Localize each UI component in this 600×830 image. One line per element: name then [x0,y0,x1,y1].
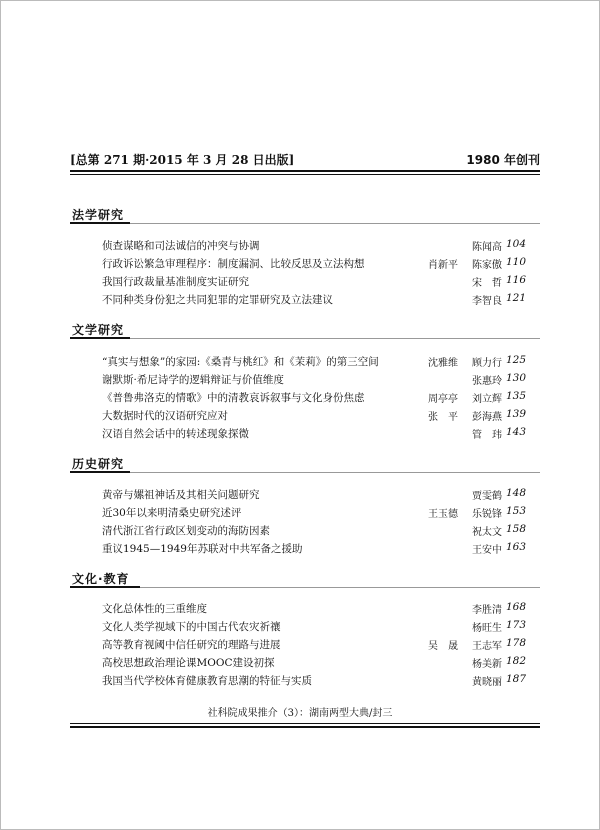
entry-author: 乐锐锋 [472,509,502,520]
entry-author: 沈雅维 [428,358,458,369]
entry-author: 管 玮 [472,430,502,441]
entry-page: 135 [505,390,526,402]
entry-page: 178 [505,637,526,649]
toc-entry[interactable] [102,619,526,635]
entry-page: 143 [505,426,526,438]
footer-note: 社科院成果推介（3）：湖南两型大典/封三 [207,708,393,719]
entry-page: 125 [505,354,526,366]
entry-title: 谢默斯·希尼诗学的逻辑辩证与价值维度 [102,374,284,386]
section-marker [70,337,130,339]
toc-entry[interactable] [102,673,526,689]
entry-page: 187 [505,673,526,685]
entry-page: 182 [505,655,526,667]
entry-author: 彭海燕 [472,412,502,423]
toc-entry[interactable] [102,390,526,406]
entry-author: 陈闻高 [472,242,502,253]
entry-title: 我国当代学校体育健康教育思潮的特征与实质 [102,675,312,687]
entry-author: 王玉德 [428,509,458,520]
section-divider [70,223,540,224]
entry-author: 王志军 [472,641,502,652]
section-marker [70,471,130,473]
entry-title: 大数据时代的汉语研究应对 [102,410,228,422]
entry-page: 121 [505,292,526,304]
entry-title: 近30年以来明清桑史研究述评 [102,507,242,519]
founded-year: 1980 年创刊 [466,153,540,167]
toc-entry[interactable] [102,487,526,503]
entry-author: 祝太文 [472,527,502,538]
entry-page: 139 [505,408,526,420]
entry-title: 文化人类学视域下的中国古代农灾祈禳 [102,621,281,633]
toc-entry[interactable] [102,426,526,442]
entry-title: 行政诉讼繁急审理程序：制度漏洞、比较反思及立法构想 [102,258,365,270]
section-divider [70,338,540,339]
entry-title: 高等教育视阈中信任研究的理路与进展 [102,639,281,651]
header-rule-thin [70,174,540,175]
entry-title: 侦查谋略和司法诚信的冲突与协调 [102,240,260,252]
section-title-law: 法学研究 [72,208,125,222]
toc-entry[interactable] [102,523,526,539]
toc-entry[interactable] [102,238,526,254]
section-title-history: 历史研究 [72,457,125,471]
entry-title: 清代浙江省行政区划变动的海防因素 [102,525,270,537]
entry-page: 116 [505,274,526,286]
toc-entry[interactable] [102,601,526,617]
entry-page: 158 [505,523,526,535]
entry-author: 李胜清 [472,605,502,616]
toc-entry[interactable] [102,292,526,308]
entry-author: 顾力行 [472,358,502,369]
entry-author: 周亭亭 [428,394,458,405]
footer-rule-thin [70,723,540,724]
toc-entry[interactable] [102,541,526,557]
section-divider [70,587,540,588]
entry-page: 130 [505,372,526,384]
toc-entry[interactable] [102,274,526,290]
entry-page: 148 [505,487,526,499]
entry-title: 黄帝与嫘祖神话及其相关问题研究 [102,489,260,501]
section-title-culture-education: 文化·教育 [72,572,130,586]
entry-author: 肖新平 [428,260,458,271]
entry-page: 110 [505,256,526,268]
entry-page: 173 [505,619,526,631]
entry-author: 刘立辉 [472,394,502,405]
entry-title: 我国行政裁量基准制度实证研究 [102,276,249,288]
entry-author: 张惠玲 [472,376,502,387]
entry-title: 高校思想政治理论课MOOC建设初探 [102,657,275,669]
footer-rule-thick [70,726,540,728]
entry-author: 陈家傲 [472,260,502,271]
entry-page: 163 [505,541,526,553]
entry-author: 张 平 [428,412,458,423]
entry-author: 杨旺生 [472,623,502,634]
entry-author: 王安中 [472,545,502,556]
toc-entry[interactable] [102,256,526,272]
section-marker [70,222,130,224]
entry-page: 153 [505,505,526,517]
entry-title: “真实与想象”的家园:《桑青与桃红》和《茉莉》的第三空间 [102,356,379,368]
entry-page: 168 [505,601,526,613]
entry-author: 黄晓丽 [472,677,502,688]
section-title-literature: 文学研究 [72,323,125,337]
issue-info: [总第 271 期·2015 年 3 月 28 日出版] [70,153,295,167]
entry-title: 不同种类身份犯之共同犯罪的定罪研究及立法建议 [102,294,333,306]
toc-entry[interactable] [102,408,526,424]
entry-title: 《普鲁弗洛克的情歌》中的清教哀诉叙事与文化身份焦虑 [102,392,365,404]
toc-entry[interactable] [102,372,526,388]
toc-entry[interactable] [102,637,526,653]
entry-title: 重议1945—1949年苏联对中共军备之援助 [102,543,303,555]
entry-author: 李智良 [472,296,502,307]
toc-entry[interactable] [102,655,526,671]
entry-page: 104 [505,238,526,250]
entry-author: 贾雯鹤 [472,491,502,502]
toc-entry[interactable] [102,505,526,521]
entry-title: 文化总体性的三重维度 [102,603,207,615]
section-divider [70,472,540,473]
entry-title: 汉语自然会话中的转述现象探微 [102,428,249,440]
entry-author: 吴 晟 [428,641,458,652]
entry-author: 宋 哲 [472,278,502,289]
header-rule-thick [70,170,540,172]
toc-entry[interactable] [102,354,526,370]
section-marker [70,586,140,588]
journal-header [70,151,540,169]
entry-author: 杨美新 [472,659,502,670]
